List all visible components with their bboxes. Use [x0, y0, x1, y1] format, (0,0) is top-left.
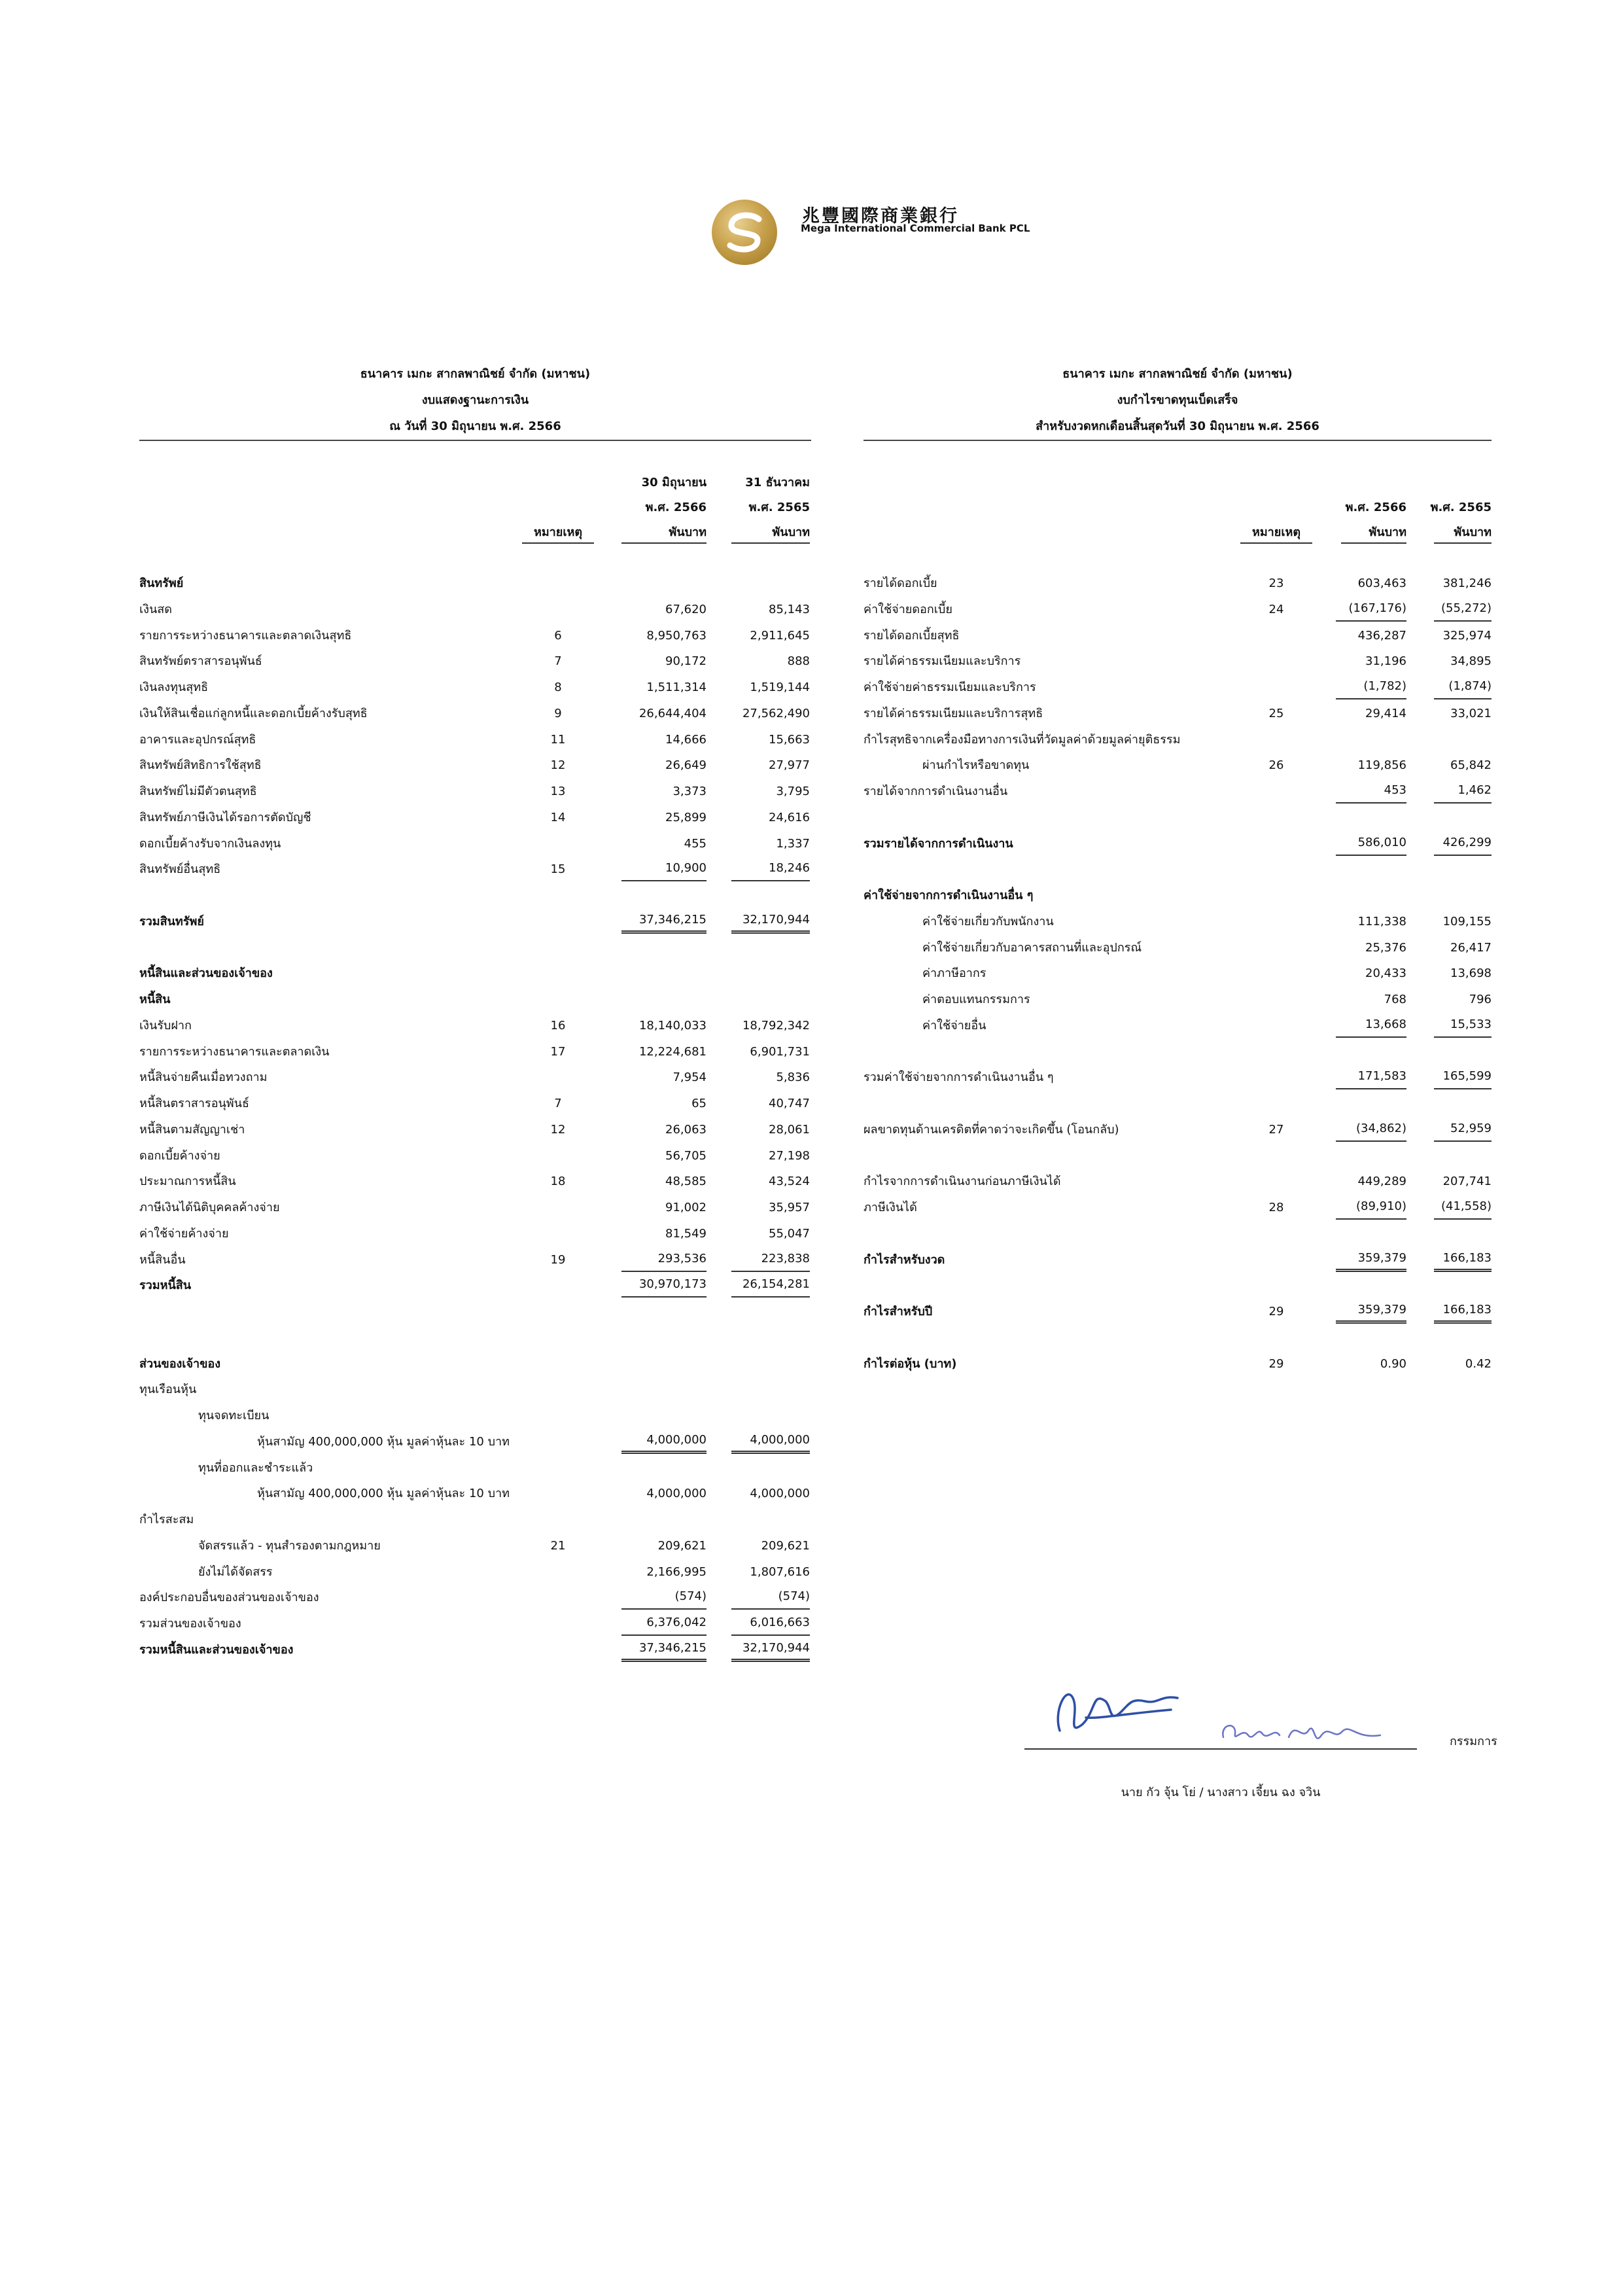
balance_sheet-row-value-current: 7,954	[672, 1070, 707, 1085]
income_statement-row	[864, 1351, 1492, 1377]
balance_sheet-row-label: เงินให้สินเชื่อแก่ลูกหนี้และดอกเบี้ยค้างรับสุทธิ	[139, 706, 368, 720]
income_statement-row-value-current: 359,379	[1336, 1247, 1406, 1272]
income_statement-row-value-current: 20,433	[1365, 966, 1406, 981]
balance_sheet-row-note: 16	[550, 1018, 566, 1033]
income_statement-row-value-current: 359,379	[1336, 1299, 1406, 1324]
income_statement-row	[864, 1091, 1492, 1117]
is-col1-head-2: พันบาท	[1341, 522, 1406, 544]
income_statement-row	[864, 1143, 1492, 1169]
balance_sheet-row-value-current: 2,166,995	[646, 1564, 707, 1579]
income_statement-row-value-current: 25,376	[1365, 940, 1406, 955]
balance_sheet-row	[139, 987, 811, 1013]
signature-2-image	[1217, 1701, 1387, 1754]
income_statement-row-note: 28	[1268, 1201, 1284, 1214]
bs-col2-head-1: 31 ธันวาคม	[745, 476, 810, 489]
balance_sheet-row-value-prior: 18,792,342	[742, 1018, 810, 1033]
balance_sheet-row-value-prior: 27,198	[769, 1148, 810, 1163]
balance_sheet-row-value-current: 12,224,681	[638, 1044, 707, 1059]
balance_sheet-row-value-current: 18,140,033	[638, 1018, 707, 1033]
balance_sheet-row	[139, 1273, 811, 1299]
balance_sheet-row-note: 9	[554, 706, 562, 720]
income_statement-row	[864, 752, 1492, 779]
income_statement-row	[864, 597, 1492, 623]
balance_sheet-row-label: หุ้นสามัญ 400,000,000 หุ้น มูลค่าหุ้นละ 10 บาท	[257, 1434, 510, 1449]
balance_sheet-row-label: ภาษีเงินได้นิติบุคคลค้างจ่าย	[139, 1201, 280, 1214]
income_statement-row-value-prior: 33,021	[1450, 706, 1492, 720]
balance_sheet-row	[139, 1429, 811, 1455]
income_statement-row-value-prior: 381,246	[1442, 576, 1492, 590]
income_statement-row-value-current: (167,176)	[1336, 597, 1406, 622]
balance_sheet-row-note: 12	[550, 1122, 566, 1137]
balance_sheet-row-label: ทุนที่ออกและชำระแล้ว	[198, 1460, 313, 1475]
balance_sheet-row	[139, 752, 811, 779]
balance_sheet-row-value-prior: 26,154,281	[731, 1273, 810, 1298]
bs-col1-head-1: 30 มิถุนายน	[641, 476, 707, 489]
balance_sheet-row	[139, 961, 811, 987]
balance_sheet-row	[139, 675, 811, 701]
balance_sheet-row	[139, 1299, 811, 1325]
balance_sheet-row	[139, 1481, 811, 1507]
income_statement-row-label: ค่าใช้จ่ายเกี่ยวกับพนักงาน	[922, 914, 1054, 928]
balance_sheet-row-value-prior: 27,562,490	[742, 706, 810, 720]
balance_sheet-row-value-prior: 35,957	[769, 1201, 810, 1214]
balance_sheet-row-value-current: 37,346,215	[621, 1637, 707, 1662]
income_statement-row-label: กำไรต่อหุ้น (บาท)	[864, 1356, 957, 1371]
balance_sheet-row-value-prior: 32,170,944	[731, 909, 810, 934]
balance_sheet-row-label: หนี้สินตามสัญญาเช่า	[139, 1122, 245, 1137]
balance_sheet-row	[139, 1013, 811, 1039]
bs-col2-head-3: พันบาท	[731, 522, 810, 544]
bank-name-chinese: 兆豐國際商業銀行	[802, 206, 959, 226]
income_statement-row-label: ค่าใช้จ่ายค่าธรรมเนียมและบริการ	[864, 680, 1036, 694]
income_statement-row-value-current: 586,010	[1336, 831, 1406, 856]
is-note-head: หมายเหตุ	[1240, 522, 1312, 544]
balance_sheet-row-note: 19	[550, 1252, 566, 1267]
income_statement-row-label: ผ่านกำไรหรือขาดทุน	[922, 758, 1030, 773]
balance_sheet-row-note: 7	[554, 654, 562, 669]
income_statement-row-label: ค่าใช้จ่ายอื่น	[922, 1018, 986, 1033]
income_statement-row	[864, 961, 1492, 987]
balance_sheet-row-value-current: 37,346,215	[621, 909, 707, 934]
income_statement-row-value-current: (1,782)	[1336, 675, 1406, 699]
balance_sheet-row-value-prior: 1,807,616	[750, 1564, 810, 1579]
balance_sheet-row	[139, 1195, 811, 1221]
income_statement-row	[864, 1013, 1492, 1039]
balance_sheet-row	[139, 1117, 811, 1143]
income_statement-row-value-current: 436,287	[1357, 628, 1406, 643]
bs-col1-head-2: พ.ศ. 2566	[645, 501, 707, 514]
balance_sheet-row-label: ดอกเบี้ยค้างจ่าย	[139, 1148, 220, 1163]
balance_sheet-row-note: 21	[550, 1538, 566, 1553]
income_statement-row-label: รายได้ดอกเบี้ย	[864, 576, 937, 590]
income_statement-row-label: รายได้จากการดำเนินงานอื่น	[864, 785, 1008, 798]
balance_sheet-row-value-current: 293,536	[621, 1247, 707, 1272]
balance_sheet-row-value-current: 26,649	[665, 758, 707, 773]
income_statement-row	[864, 648, 1492, 675]
income_statement-row-value-prior: 15,533	[1434, 1013, 1492, 1038]
balance_sheet-row-value-prior: 6,016,663	[731, 1611, 810, 1636]
signatory-names: นาย กัว จุ้น โย่ / นางสาว เจี้ยน ฉง จวิน	[1121, 1786, 1321, 1799]
income_statement-row	[864, 805, 1492, 831]
income_statement-row-value-prior: 1,462	[1434, 779, 1492, 804]
balance_sheet-row	[139, 1637, 811, 1663]
income_statement-row-note: 26	[1268, 758, 1284, 773]
balance_sheet-row-note: 18	[550, 1174, 566, 1189]
balance_sheet-row-value-prior: 24,616	[769, 810, 810, 824]
income_statement-row-value-prior: (55,272)	[1434, 597, 1492, 622]
balance_sheet-row-value-prior: 1,519,144	[750, 680, 810, 694]
income_statement-row	[864, 1065, 1492, 1091]
balance_sheet-row-value-prior: 32,170,944	[731, 1637, 810, 1662]
balance_sheet-row-value-current: 67,620	[665, 602, 707, 616]
income_statement-row	[864, 1247, 1492, 1273]
income_statement-row-label: ผลขาดทุนด้านเครดิตที่คาดว่าจะเกิดขึ้น (โอนกลับ)	[864, 1122, 1119, 1137]
balance_sheet-row	[139, 1455, 811, 1481]
balance_sheet-row-label: รวมหนี้สิน	[139, 1279, 192, 1293]
balance_sheet-row-value-current: (574)	[621, 1585, 707, 1610]
balance_sheet-row-label: หนี้สินอื่น	[139, 1252, 186, 1267]
balance_sheet-row	[139, 883, 811, 909]
balance_sheet-row-value-current: 8,950,763	[646, 628, 707, 643]
income_statement-row-value-prior: 65,842	[1450, 758, 1492, 773]
income_statement-row	[864, 779, 1492, 805]
income_statement-row-value-current: 603,463	[1357, 576, 1406, 590]
balance_sheet-row	[139, 623, 811, 649]
balance_sheet-row-note: 17	[550, 1044, 566, 1059]
income_statement-row-value-prior: (1,874)	[1434, 675, 1492, 699]
balance_sheet-row-label: รวมสินทรัพย์	[139, 914, 204, 928]
is-col2-head-2: พันบาท	[1434, 522, 1492, 544]
balance_sheet-row-value-prior: 6,901,731	[750, 1044, 810, 1059]
income_statement-row	[864, 987, 1492, 1013]
balance_sheet-row-note: 13	[550, 785, 566, 798]
balance_sheet-row-value-prior: 55,047	[769, 1226, 810, 1241]
income_statement-row-value-prior: 207,741	[1442, 1174, 1492, 1189]
income_statement-row	[864, 909, 1492, 935]
income_statement-row-note: 25	[1268, 706, 1284, 720]
balance_sheet-row-note: 15	[550, 862, 566, 877]
balance_sheet-row-value-prior: 27,977	[769, 758, 810, 773]
balance_sheet-row-label: หนี้สินและส่วนของเจ้าของ	[139, 966, 273, 981]
income_statement-row	[864, 571, 1492, 597]
income_statement-row-note: 23	[1268, 576, 1284, 590]
income_statement-row	[864, 675, 1492, 701]
balance_sheet-row-label: ทุนจดทะเบียน	[198, 1409, 270, 1422]
balance_sheet-row-label: สินทรัพย์	[139, 576, 184, 590]
income_statement-row-value-prior: 166,183	[1434, 1247, 1492, 1272]
balance_sheet-row-value-current: 25,899	[665, 810, 707, 824]
balance_sheet-row-value-current: 4,000,000	[646, 1487, 707, 1501]
balance_sheet-row	[139, 1143, 811, 1169]
income_statement-row-label: รวมค่าใช้จ่ายจากการดำเนินงานอื่น ๆ	[864, 1070, 1054, 1085]
balance_sheet-row	[139, 935, 811, 961]
balance_sheet-row	[139, 1585, 811, 1611]
income_statement-row-value-prior: 52,959	[1434, 1117, 1492, 1142]
balance_sheet-row	[139, 571, 811, 597]
income_statement-row-value-prior: 26,417	[1450, 940, 1492, 955]
balance_sheet-row-label: ประมาณการหนี้สิน	[139, 1174, 236, 1189]
balance_sheet-row-label: สินทรัพย์ไม่มีตัวตนสุทธิ	[139, 785, 257, 798]
balance_sheet-row-value-prior: 43,524	[769, 1174, 810, 1189]
balance_sheet-row-label: กำไรสะสม	[139, 1513, 194, 1527]
income_statement-row	[864, 831, 1492, 857]
balance_sheet-row-value-current: 3,373	[672, 785, 707, 798]
income_statement-row-note: 24	[1268, 602, 1284, 616]
balance_sheet-row	[139, 1039, 811, 1065]
bs-title: งบแสดงฐานะการเงิน	[421, 393, 529, 407]
balance_sheet-row-value-current: 91,002	[665, 1201, 707, 1214]
balance_sheet-row-label: ทุนเรือนหุ้น	[139, 1383, 197, 1397]
bs-note-head: หมายเหตุ	[522, 522, 594, 544]
balance_sheet-row-label: หนี้สินจ่ายคืนเมื่อทวงถาม	[139, 1070, 268, 1085]
income_statement-row	[864, 1195, 1492, 1221]
balance_sheet-row-value-current: 56,705	[665, 1148, 707, 1163]
income_statement-row-label: กำไรจากการดำเนินงานก่อนภาษีเงินได้	[864, 1174, 1061, 1189]
income_statement-row-value-prior: 325,974	[1442, 628, 1492, 643]
income_statement-row-value-current: 0.90	[1380, 1356, 1406, 1371]
balance_sheet-row	[139, 648, 811, 675]
income_statement-row-value-current: 13,668	[1336, 1013, 1406, 1038]
income_statement-row	[864, 1325, 1492, 1351]
income_statement-row-value-current: 171,583	[1336, 1065, 1406, 1089]
balance_sheet-row	[139, 597, 811, 623]
balance_sheet-row-label: หุ้นสามัญ 400,000,000 หุ้น มูลค่าหุ้นละ 10 บาท	[257, 1487, 510, 1501]
balance_sheet-row-label: ดอกเบี้ยค้างรับจากเงินลงทุน	[139, 836, 281, 851]
balance_sheet-row-label: รายการระหว่างธนาคารและตลาดเงินสุทธิ	[139, 628, 352, 643]
bs-company-name: ธนาคาร เมกะ สากลพาณิชย์ จำกัด (มหาชน)	[360, 367, 591, 381]
bank-logo	[712, 200, 777, 265]
signature-title: กรรมการ	[1450, 1735, 1497, 1748]
bs-col1-head-3: พันบาท	[621, 522, 707, 544]
balance_sheet-row-label: สินทรัพย์สิทธิการใช้สุทธิ	[139, 758, 262, 773]
balance_sheet-row	[139, 1325, 811, 1351]
balance_sheet-row-label: สินทรัพย์อื่นสุทธิ	[139, 862, 221, 877]
balance_sheet-row	[139, 727, 811, 753]
income_statement-row-value-prior: 34,895	[1450, 654, 1492, 669]
income_statement-row-value-current: (34,862)	[1336, 1117, 1406, 1142]
income_statement-row-label: กำไรสุทธิจากเครื่องมือทางการเงินที่วัดมูลค่าด้วยมูลค่ายุติธรรม	[864, 732, 1181, 747]
income_statement-row	[864, 857, 1492, 883]
is-header-rule	[864, 440, 1492, 441]
income_statement-row-value-current: 31,196	[1365, 654, 1406, 669]
income_statement-row-value-current: 111,338	[1357, 914, 1406, 928]
balance_sheet-row-note: 14	[550, 810, 566, 824]
bs-header-rule	[139, 440, 811, 441]
balance_sheet-row-value-prior: 209,621	[761, 1538, 810, 1553]
balance_sheet-row-note: 12	[550, 758, 566, 773]
income_statement-row	[864, 1169, 1492, 1195]
income_statement-row-label: ค่าใช้จ่ายจากการดำเนินงานอื่น ๆ	[864, 889, 1034, 902]
is-col2-head-1: พ.ศ. 2565	[1430, 501, 1492, 514]
income_statement-row-label: ภาษีเงินได้	[864, 1201, 917, 1214]
balance_sheet-row-value-prior: 2,911,645	[750, 628, 810, 643]
balance_sheet-row	[139, 831, 811, 857]
balance_sheet-row-label: จัดสรรแล้ว - ทุนสำรองตามกฎหมาย	[198, 1538, 381, 1553]
balance_sheet-row-label: ยังไม่ได้จัดสรร	[198, 1564, 273, 1579]
balance_sheet-row	[139, 779, 811, 805]
balance_sheet-row-label: หนี้สินตราสารอนุพันธ์	[139, 1097, 249, 1110]
balance_sheet-row-label: เงินสด	[139, 602, 172, 616]
income_statement-row-value-current: 449,289	[1357, 1174, 1406, 1189]
bs-col2-head-2: พ.ศ. 2565	[748, 501, 810, 514]
income_statement-row	[864, 727, 1492, 753]
balance_sheet-row-value-prior: 18,246	[731, 857, 810, 881]
balance_sheet-row-value-current: 209,621	[657, 1538, 707, 1553]
balance_sheet-row-value-prior: 223,838	[731, 1247, 810, 1272]
income_statement-row-label: รายได้ค่าธรรมเนียมและบริการสุทธิ	[864, 706, 1043, 720]
income_statement-row-note: 29	[1268, 1305, 1284, 1318]
balance_sheet-row	[139, 1351, 811, 1377]
balance_sheet-row	[139, 1065, 811, 1091]
income_statement-row-note: 27	[1268, 1122, 1284, 1137]
income_statement-row	[864, 1221, 1492, 1247]
income_statement-row-label: ค่าใช้จ่ายเกี่ยวกับอาคารสถานที่และอุปกรณ์	[922, 940, 1142, 955]
balance_sheet-row-value-current: 48,585	[665, 1174, 707, 1189]
balance_sheet-row	[139, 1559, 811, 1585]
balance_sheet-row-note: 6	[554, 628, 562, 643]
balance_sheet-row	[139, 909, 811, 935]
balance_sheet-row-value-prior: 1,337	[776, 836, 810, 851]
balance_sheet-row-label: รายการระหว่างธนาคารและตลาดเงิน	[139, 1044, 330, 1059]
logo-swirl-icon	[712, 200, 777, 265]
balance_sheet-row-label: สินทรัพย์ตราสารอนุพันธ์	[139, 654, 262, 669]
signature-1-image	[1047, 1672, 1197, 1750]
income_statement-row-value-prior: (41,558)	[1434, 1195, 1492, 1220]
balance_sheet-row-note: 7	[554, 1097, 562, 1110]
balance_sheet-row-value-prior: 15,663	[769, 732, 810, 747]
balance_sheet-row-value-prior: 28,061	[769, 1122, 810, 1137]
income_statement-row-value-current: 768	[1384, 993, 1406, 1006]
balance_sheet-row-label: ส่วนของเจ้าของ	[139, 1356, 221, 1371]
income_statement-row-value-current: 29,414	[1365, 706, 1406, 720]
balance_sheet-row-label: รวมส่วนของเจ้าของ	[139, 1617, 241, 1631]
balance_sheet-row	[139, 1403, 811, 1429]
balance_sheet-row-value-current: 10,900	[621, 857, 707, 881]
bank-name-english: Mega International Commercial Bank PCL	[801, 222, 1030, 234]
bs-date: ณ วันที่ 30 มิถุนายน พ.ศ. 2566	[389, 419, 561, 433]
balance_sheet-row	[139, 1247, 811, 1273]
income_statement-row	[864, 1039, 1492, 1065]
signature-line	[1024, 1748, 1417, 1750]
income_statement-row-value-current: 119,856	[1357, 758, 1406, 773]
balance_sheet-row-value-prior: 4,000,000	[750, 1487, 810, 1501]
balance_sheet-row-note: 8	[554, 680, 562, 694]
balance_sheet-row-value-prior: (574)	[731, 1585, 810, 1610]
balance_sheet-row-label: ค่าใช้จ่ายค้างจ่าย	[139, 1226, 229, 1241]
balance_sheet-row-label: อาคารและอุปกรณ์สุทธิ	[139, 732, 256, 747]
balance_sheet-row-value-current: 14,666	[665, 732, 707, 747]
balance_sheet-row	[139, 1221, 811, 1247]
balance_sheet-row	[139, 1533, 811, 1559]
income_statement-row-value-prior: 13,698	[1450, 966, 1492, 981]
income_statement-row-value-prior: 426,299	[1434, 831, 1492, 856]
balance_sheet-row-label: เงินลงทุนสุทธิ	[139, 680, 209, 694]
balance_sheet-row-value-current: 6,376,042	[621, 1611, 707, 1636]
balance_sheet-row-value-prior: 85,143	[769, 602, 810, 616]
balance_sheet-row-note: 11	[550, 732, 566, 747]
income_statement-row-value-current: 453	[1336, 779, 1406, 804]
balance_sheet-row-value-prior: 40,747	[769, 1097, 810, 1110]
income_statement-row	[864, 883, 1492, 909]
is-company-name: ธนาคาร เมกะ สากลพาณิชย์ จำกัด (มหาชน)	[1062, 367, 1293, 381]
balance_sheet-row	[139, 1611, 811, 1637]
income_statement-row-value-prior: 166,183	[1434, 1299, 1492, 1324]
balance_sheet-row	[139, 701, 811, 727]
income_statement-row-value-prior: 0.42	[1465, 1356, 1492, 1371]
income_statement-row	[864, 1117, 1492, 1143]
income_statement-row-note: 29	[1268, 1356, 1284, 1371]
income_statement-row-value-current: (89,910)	[1336, 1195, 1406, 1220]
balance_sheet-row-label: องค์ประกอบอื่นของส่วนของเจ้าของ	[139, 1591, 319, 1605]
balance_sheet-row	[139, 1091, 811, 1117]
balance_sheet-row-value-prior: 888	[787, 654, 810, 669]
income_statement-row	[864, 701, 1492, 727]
balance_sheet-row-value-current: 81,549	[665, 1226, 707, 1241]
balance_sheet-row-value-current: 30,970,173	[621, 1273, 707, 1298]
income_statement-row-label: ค่าใช้จ่ายดอกเบี้ย	[864, 602, 952, 616]
income_statement-row-value-prior: 165,599	[1434, 1065, 1492, 1089]
balance_sheet-row	[139, 805, 811, 831]
income_statement-row-value-prior: 109,155	[1442, 914, 1492, 928]
income_statement-row-label: กำไรสำหรับปี	[864, 1305, 933, 1318]
balance_sheet-row-value-current: 65	[691, 1097, 707, 1110]
income_statement-row-label: รายได้ดอกเบี้ยสุทธิ	[864, 628, 960, 643]
balance_sheet-row-value-current: 90,172	[665, 654, 707, 669]
balance_sheet-row	[139, 1507, 811, 1533]
balance_sheet-row-value-current: 26,644,404	[638, 706, 707, 720]
income_statement-row	[864, 623, 1492, 649]
balance_sheet-row-label: รวมหนี้สินและส่วนของเจ้าของ	[139, 1642, 294, 1657]
balance_sheet-row-label: หนี้สิน	[139, 993, 171, 1006]
balance_sheet-row	[139, 857, 811, 883]
balance_sheet-row-label: เงินรับฝาก	[139, 1018, 192, 1033]
is-period: สำหรับงวดหกเดือนสิ้นสุดวันที่ 30 มิถุนายน พ.ศ. 2566	[1036, 419, 1319, 433]
balance_sheet-row-value-current: 4,000,000	[621, 1429, 707, 1454]
balance_sheet-row-label: สินทรัพย์ภาษีเงินได้รอการตัดบัญชี	[139, 810, 311, 824]
balance_sheet-row	[139, 1377, 811, 1403]
balance_sheet-row-value-current: 1,511,314	[646, 680, 707, 694]
balance_sheet-row-value-prior: 5,836	[776, 1070, 810, 1085]
income_statement-row-label: รวมรายได้จากการดำเนินงาน	[864, 836, 1013, 851]
is-title: งบกำไรขาดทุนเบ็ดเสร็จ	[1117, 393, 1238, 407]
income_statement-row-label: ค่าภาษีอากร	[922, 966, 986, 981]
income_statement-row-label: ค่าตอบแทนกรรมการ	[922, 993, 1030, 1006]
balance_sheet-row-value-prior: 3,795	[776, 785, 810, 798]
income_statement-row-label: รายได้ค่าธรรมเนียมและบริการ	[864, 654, 1021, 669]
income_statement-row-value-prior: 796	[1469, 993, 1492, 1006]
income_statement-row	[864, 1299, 1492, 1325]
is-col1-head-1: พ.ศ. 2566	[1345, 501, 1406, 514]
balance_sheet-row-value-current: 455	[684, 836, 707, 851]
balance_sheet-row	[139, 1169, 811, 1195]
income_statement-row	[864, 1273, 1492, 1299]
balance_sheet-row-value-prior: 4,000,000	[731, 1429, 810, 1454]
income_statement-row	[864, 935, 1492, 961]
balance_sheet-row-value-current: 26,063	[665, 1122, 707, 1137]
income_statement-row-label: กำไรสำหรับงวด	[864, 1252, 945, 1267]
